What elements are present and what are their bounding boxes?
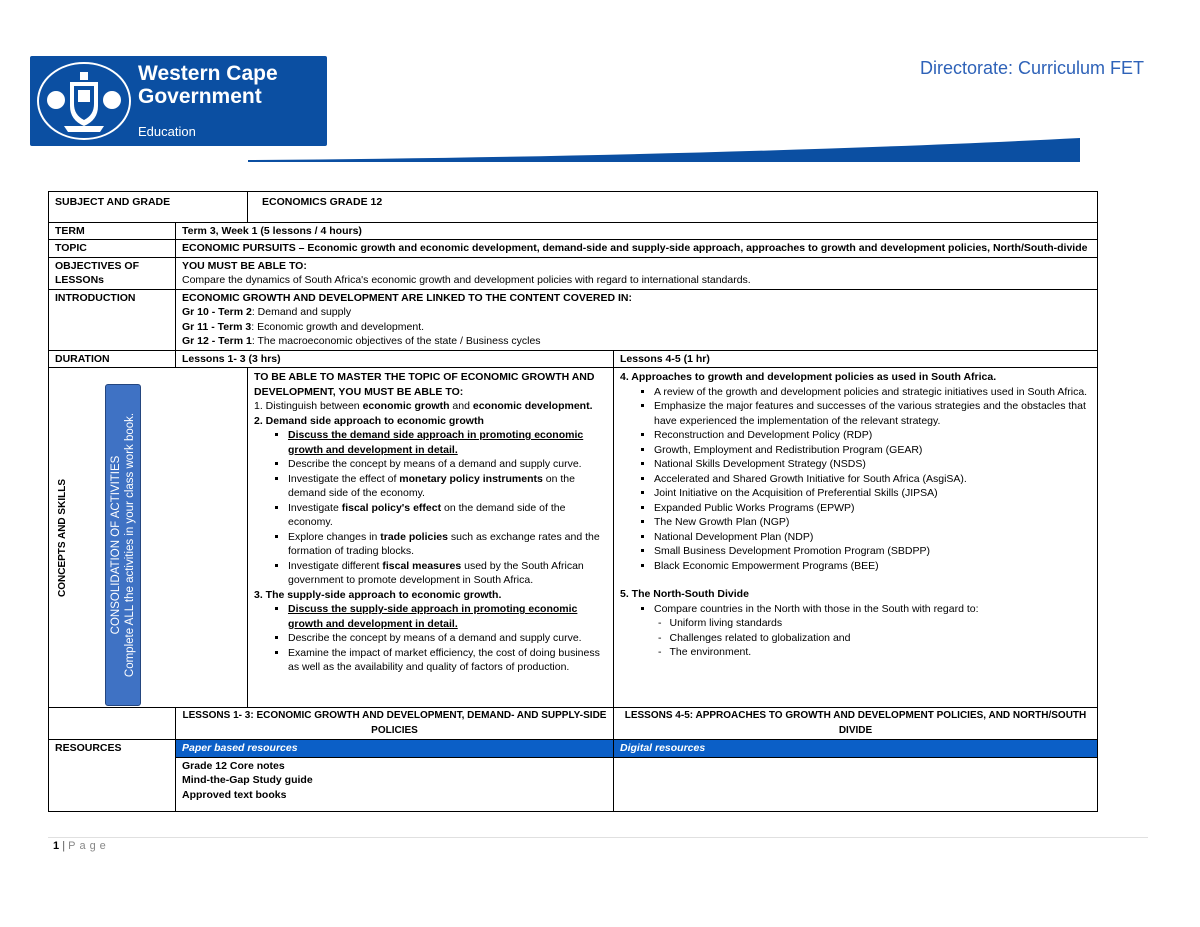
lessons-4-5-title: LESSONS 4-5: APPROACHES TO GROWTH AND DEVELOPMENT POLICIES, AND NORTH/SOUTH DIVIDE	[614, 708, 1098, 740]
demand-side-list	[254, 428, 607, 588]
left-item-2: 2. Demand side approach to economic growth	[254, 414, 484, 427]
objectives-label	[49, 257, 176, 289]
topic-label: TOPIC	[49, 240, 176, 258]
list-item: ▪ Growth, Employment and Redistribution Program (GEAR)	[654, 443, 1091, 458]
list-item: ▪ Small Business Development Promotion Program (SBDPP)	[654, 544, 1091, 559]
empty-cell	[49, 708, 176, 740]
page-footer	[53, 840, 110, 852]
list-item: - The environment.	[672, 645, 1091, 660]
footer-separator: |	[62, 840, 66, 852]
introduction-label: INTRODUCTION	[49, 289, 176, 350]
page-word: Page	[68, 840, 110, 852]
list-item: ▪ Describe the concept by means of a demand and supply curve.	[288, 631, 607, 646]
north-south-list	[620, 602, 1091, 617]
list-item: ▪ The New Growth Plan (NGP)	[654, 515, 1091, 530]
lessons-1-3-content	[248, 368, 614, 708]
resource-item: Approved text books	[182, 788, 287, 801]
list-item: - Uniform living standards	[672, 616, 1091, 631]
duration-row	[49, 350, 1098, 368]
list-item: ▪ Investigate the effect of monetary policy instruments on the demand side of the economy.	[288, 472, 607, 501]
subject-row	[49, 192, 1098, 223]
left-item-3: 3. The supply-side approach to economic growth.	[254, 588, 502, 601]
list-item: ▪ Emphasize the major features and successes of the various strategies and the obstacles that have experienced the implementation of the relevant strategy.	[654, 399, 1091, 428]
logo-subtitle: Education	[138, 124, 196, 139]
duration-lessons-1-3: Lessons 1- 3 (3 hrs)	[176, 350, 614, 368]
paper-resources-heading: Paper based resources	[176, 740, 614, 758]
left-item-1: 1. Distinguish between economic growth and economic development.	[254, 400, 593, 412]
duration-label: DURATION	[49, 350, 176, 368]
logo-title-line1: Western Cape	[138, 62, 278, 85]
term-row	[49, 222, 1098, 240]
objectives-content	[176, 257, 1098, 289]
objectives-label-line1: OBJECTIVES OF	[55, 259, 140, 272]
list-item: ▪ Examine the impact of market efficiency, the cost of doing business as well as the availability and quality of factors of production.	[288, 646, 607, 675]
objectives-label-line2: LESSONs	[55, 274, 105, 286]
resources-label: RESOURCES	[49, 740, 176, 812]
resources-content-row	[49, 757, 1098, 811]
left-heading-line2: DEVELOPMENT, YOU MUST BE ABLE TO:	[254, 385, 464, 398]
concepts-label-cell	[49, 368, 248, 708]
subject-label: SUBJECT AND GRADE	[49, 192, 248, 223]
north-south-dash-list	[620, 616, 1091, 660]
lessons-4-5-content	[614, 368, 1098, 708]
header-swoosh-divider	[248, 136, 1080, 164]
introduction-row	[49, 289, 1098, 350]
right-item-4: 4. Approaches to growth and development policies as used in South Africa.	[620, 371, 997, 383]
resources-head-row	[49, 740, 1098, 758]
introduction-content	[176, 289, 1098, 350]
list-item: ▪ National Skills Development Strategy (NSDS)	[654, 457, 1091, 472]
list-item: ▪ Reconstruction and Development Policy (RDP)	[654, 428, 1091, 443]
policies-list	[620, 385, 1091, 574]
resource-item: Mind-the-Gap Study guide	[182, 774, 313, 786]
paper-resources-list	[176, 757, 614, 811]
lessons-title-row	[49, 708, 1098, 740]
consolidation-text	[109, 413, 137, 677]
logo-title-line2: Government	[138, 85, 262, 108]
objectives-text: Compare the dynamics of South Africa's economic growth and development policies with regard to international standards.	[182, 274, 751, 286]
intro-item: Gr 12 - Term 1: The macroeconomic objectives of the state / Business cycles	[182, 335, 541, 347]
list-item: ▪ Expanded Public Works Programs (EPWP)	[654, 501, 1091, 516]
left-heading-line1: TO BE ABLE TO MASTER THE TOPIC OF ECONOMIC GROWTH AND	[254, 371, 595, 383]
coat-of-arms-icon	[34, 60, 134, 142]
list-item: ▪ Describe the concept by means of a demand and supply curve.	[288, 457, 607, 472]
consolidation-instruction: Complete ALL the activities in your class work book.	[124, 412, 136, 678]
resource-item: Grade 12 Core notes	[182, 759, 285, 772]
digital-resources-list	[614, 757, 1098, 811]
list-item: ▪ Explore changes in trade policies such as exchange rates and the formation of trading blocks.	[288, 530, 607, 559]
term-value: Term 3, Week 1 (5 lessons / 4 hours)	[176, 222, 1098, 240]
consolidation-heading: CONSOLIDATION OF ACTIVITIES	[110, 455, 122, 635]
list-item: ▪ Discuss the supply-side approach in promoting economic growth and development in detail.	[288, 602, 607, 631]
term-label: TERM	[49, 222, 176, 240]
lessons-1-3-title: LESSONS 1- 3: ECONOMIC GROWTH AND DEVELOPMENT, DEMAND- AND SUPPLY-SIDE POLICIES	[176, 708, 614, 740]
concepts-label: CONCEPTS AND SKILLS	[56, 479, 68, 597]
intro-item: Gr 11 - Term 3: Economic growth and development.	[182, 320, 425, 333]
lesson-plan-table	[48, 191, 1098, 812]
list-item: ▪ Investigate fiscal policy's effect on the demand side of the economy.	[288, 501, 607, 530]
list-item: ▪ A review of the growth and development policies and strategic initiatives used in South Africa.	[654, 385, 1091, 400]
wcg-logo	[30, 56, 327, 146]
list-item: - Challenges related to globalization and	[672, 631, 1091, 646]
topic-row	[49, 240, 1098, 258]
directorate-title: Directorate: Curriculum FET	[919, 58, 1144, 78]
logo-title	[138, 62, 278, 108]
duration-lessons-4-5: Lessons 4-5 (1 hr)	[614, 350, 1098, 368]
supply-side-list	[254, 602, 607, 675]
list-item: ▪ Accelerated and Shared Growth Initiative for South Africa (AsgiSA).	[654, 472, 1091, 487]
concepts-row	[49, 368, 1098, 708]
list-item: ▪ Joint Initiative on the Acquisition of Preferential Skills (JIPSA)	[654, 486, 1091, 501]
right-item-5: 5. The North-South Divide	[620, 588, 749, 600]
list-item: ▪ Black Economic Empowerment Programs (BEE)	[654, 559, 1091, 574]
objectives-heading: YOU MUST BE ABLE TO:	[182, 259, 307, 272]
objectives-row	[49, 257, 1098, 289]
introduction-heading: ECONOMIC GROWTH AND DEVELOPMENT ARE LINKED TO THE CONTENT COVERED IN:	[182, 291, 632, 304]
list-item: ▪ Discuss the demand side approach in promoting economic growth and development in detail.	[288, 428, 607, 457]
topic-value: ECONOMIC PURSUITS – Economic growth and economic development, demand-side and supply-side approach, approaches to growth and development policies, North/South-divide	[176, 240, 1098, 258]
list-item: ▪ National Development Plan (NDP)	[654, 530, 1091, 545]
subject-value: ECONOMICS GRADE 12	[248, 192, 1098, 223]
footer-divider	[48, 837, 1148, 838]
digital-resources-heading: Digital resources	[614, 740, 1098, 758]
intro-item: Gr 10 - Term 2: Demand and supply	[182, 306, 352, 318]
list-item: ▪ Compare countries in the North with those in the South with regard to:	[654, 602, 1091, 617]
consolidation-box	[105, 384, 141, 706]
page-number: 1	[53, 840, 60, 852]
list-item: ▪ Investigate different fiscal measures used by the South African government to promote development in South Africa.	[288, 559, 607, 588]
